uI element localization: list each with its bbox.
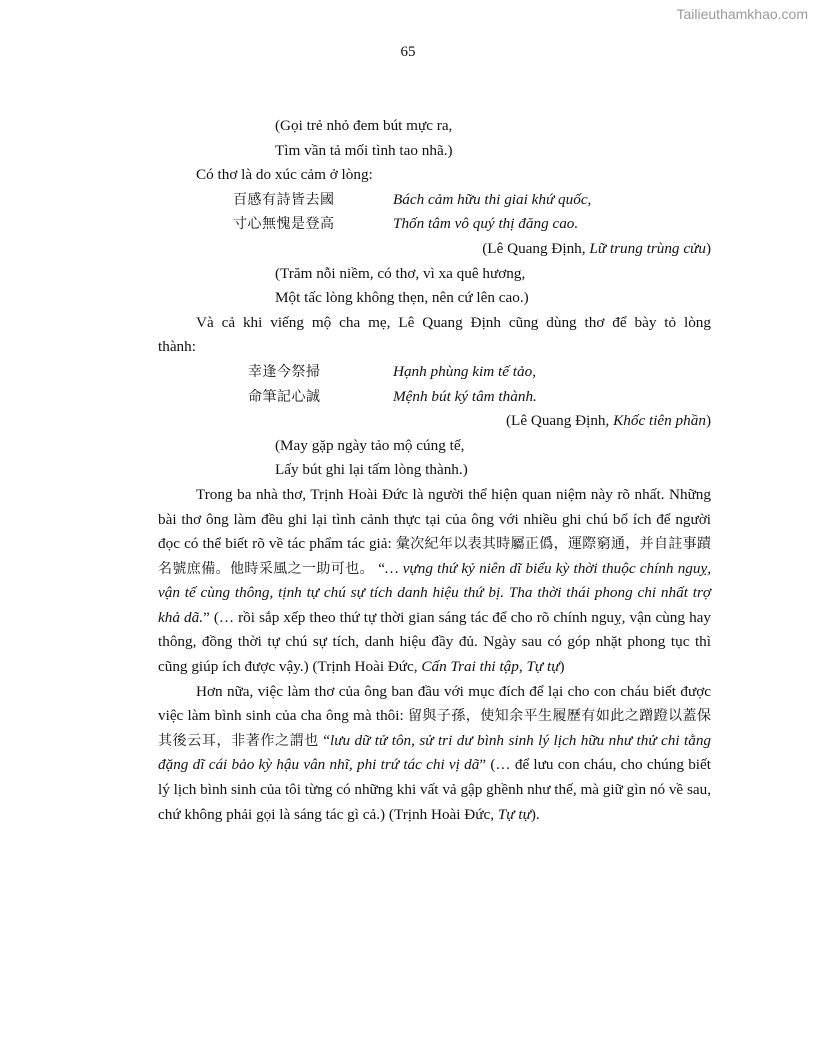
intro-line: Và cả khi viếng mộ cha mẹ, Lê Quang Định cũng dùng thơ để bày tỏ lòng <box>196 313 711 331</box>
translation-line: (Trăm nỗi niềm, có thơ, vì xa quê hương, <box>275 264 526 282</box>
page-number: 65 <box>400 44 416 60</box>
watermark: Tailieuthamkhao.com <box>676 6 808 22</box>
translation-line: (May gặp ngày tảo mộ cúng tế, <box>275 436 465 454</box>
intro-line: Có thơ là do xúc cảm ở lòng: <box>196 166 373 184</box>
han-text: 命筆記心誠 <box>248 388 321 405</box>
paragraph: Hơn nữa, việc làm thơ của ông ban đầu với mục đích để lại cho con cháu biết được việc làm bình sinh của cha ông mà thôi: 留與子孫，使知余平生履歷有如此之蹭蹬以蓋保其後云耳，非著作之謂也 “lưu dữ tử tôn, sử tri dư bình sinh lý lịch hữu như thử chi tằng đặng dĩ cái bảo kỳ hậu vân nhĩ, phi trứ tác chi vị dã” (… để lưu con cháu, cho chúng biết lý lịch bình sinh của tôi từng có những khi vất vả gập ghềnh như thế, mà giữ gìn nó về sau, chứ không phải gọi là sáng tác gì cả.) (Trịnh Hoài Đức, Tự tự). <box>158 682 712 823</box>
translation-line: Tìm vần tả mối tình tao nhã.) <box>275 141 453 159</box>
romanized-text: Hạnh phùng kim tế tảo, <box>393 362 536 380</box>
romanized-text: Bách cảm hữu thi giai khứ quốc, <box>393 190 592 208</box>
poem-line <box>158 385 711 410</box>
poem-line <box>158 212 711 237</box>
citation: (Lê Quang Định, Lữ trung trùng cửu) <box>482 239 711 257</box>
han-text: 百感有詩皆去國 <box>233 191 335 208</box>
translation-line: (Gọi trẻ nhỏ đem bút mực ra, <box>275 117 453 134</box>
romanized-text: Thốn tâm vô quý thị đăng cao. <box>393 215 579 233</box>
translation-line: Lấy bút ghi lại tấm lòng thành.) <box>275 461 468 479</box>
han-text: 幸逢今祭掃 <box>248 363 321 380</box>
document-body <box>158 114 711 827</box>
poem-line <box>158 188 711 213</box>
citation: (Lê Quang Định, Khốc tiên phần) <box>505 412 711 430</box>
intro-line: thành: <box>158 338 196 356</box>
poem-line <box>158 360 711 385</box>
romanized-text: Mệnh bút ký tâm thành. <box>393 387 537 405</box>
han-text: 寸心無愧是登高 <box>233 216 335 233</box>
paragraph: Trong ba nhà thơ, Trịnh Hoài Đức là người thể hiện quan niệm này rõ nhất. Những bài thơ ông làm đều ghi lại tình cảnh thực tại của ông với nhiều ghi chú bổ ích để người đọc có thể biết rõ về tác phẩm tác giả: 彙次紀年以表其時屬正僞，運際窮通，并自註事蹟名號庶備。他時采風之一助可也。 “… vựng thứ kỷ niên dĩ biểu kỳ thời thuộc chính nguỵ, vận tế cùng thông, tịnh tự chú sự tích danh hiệu thứ bị. Tha thời thái phong chi nhất trợ khả dã.” (… rồi sắp xếp theo thứ tự thời gian sáng tác để cho rõ chính nguỵ, vận cùng hay thông, đồng thời tự chú sự tích, danh hiệu đầy đủ. Ngày sau có góp nhặt phong tục thì cũng giúp ích được vậy.) (Trịnh Hoài Đức, Cấn Trai thi tập, Tự tự) <box>158 485 712 676</box>
translation-line: Một tấc lòng không thẹn, nên cứ lên cao.) <box>275 289 529 307</box>
